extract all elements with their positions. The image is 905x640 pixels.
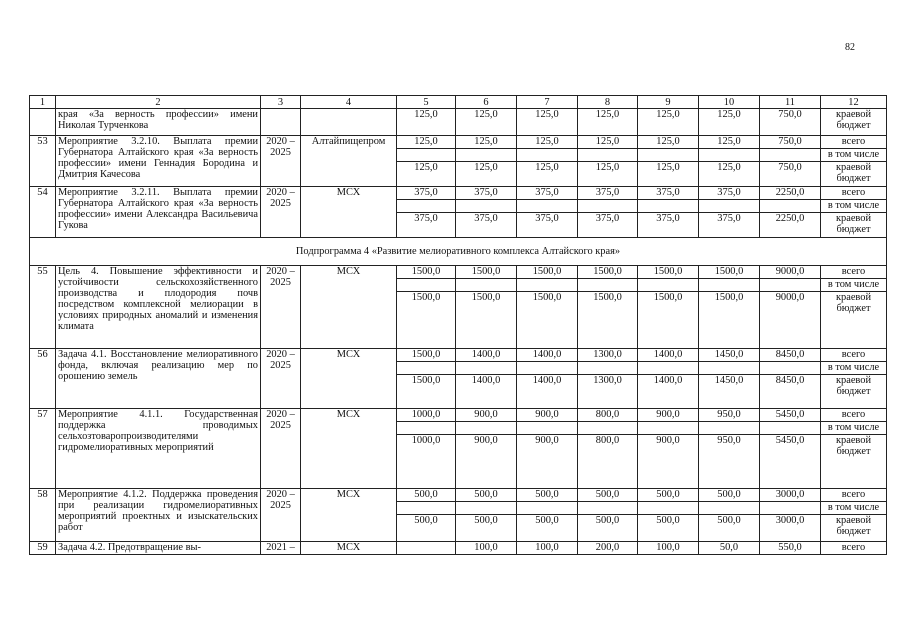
value-cell: 1400,0 xyxy=(638,349,699,362)
subprogram-row xyxy=(30,238,887,266)
value-cell: 500,0 xyxy=(517,515,578,542)
column-number-2: 2 xyxy=(56,96,261,109)
value-cell xyxy=(699,502,760,515)
value-cell: 50,0 xyxy=(699,542,760,555)
value-cell: 1500,0 xyxy=(456,292,517,349)
value-cell: 3000,0 xyxy=(760,489,821,502)
value-cell xyxy=(456,200,517,213)
value-cell: 1400,0 xyxy=(456,375,517,409)
column-number-6: 6 xyxy=(456,96,517,109)
value-cell: 750,0 xyxy=(760,109,821,136)
column-number-9: 9 xyxy=(638,96,699,109)
value-cell xyxy=(699,279,760,292)
executor-cell: МСХ xyxy=(301,266,397,349)
value-cell: 125,0 xyxy=(699,162,760,187)
value-cell: 1500,0 xyxy=(517,266,578,279)
value-cell: 375,0 xyxy=(517,213,578,238)
funding-source-cell: в том числе xyxy=(821,149,887,162)
table-row xyxy=(30,109,887,136)
value-cell: 375,0 xyxy=(456,213,517,238)
column-number-8: 8 xyxy=(578,96,638,109)
column-number-4: 4 xyxy=(301,96,397,109)
value-cell: 500,0 xyxy=(456,489,517,502)
funding-source-cell: краевой бюджет xyxy=(821,292,887,349)
value-cell xyxy=(699,149,760,162)
value-cell: 200,0 xyxy=(578,542,638,555)
table-row xyxy=(30,489,887,502)
executor-cell: МСХ xyxy=(301,349,397,409)
value-cell xyxy=(699,200,760,213)
funding-source-cell: в том числе xyxy=(821,362,887,375)
funding-source-cell: краевой бюджет xyxy=(821,515,887,542)
column-number-1: 1 xyxy=(30,96,56,109)
value-cell xyxy=(638,422,699,435)
row-number-cell: 54 xyxy=(30,187,56,238)
value-cell xyxy=(456,502,517,515)
column-number-12: 12 xyxy=(821,96,887,109)
funding-source-cell: всего xyxy=(821,489,887,502)
value-cell xyxy=(456,362,517,375)
value-cell: 900,0 xyxy=(456,435,517,489)
page-number: 82 xyxy=(845,42,855,53)
funding-source-cell: всего xyxy=(821,542,887,555)
value-cell: 8450,0 xyxy=(760,375,821,409)
value-cell xyxy=(578,279,638,292)
funding-source-cell: всего xyxy=(821,266,887,279)
value-cell: 1500,0 xyxy=(397,375,456,409)
value-cell: 125,0 xyxy=(397,109,456,136)
value-cell xyxy=(760,422,821,435)
value-cell: 500,0 xyxy=(517,489,578,502)
value-cell: 2250,0 xyxy=(760,187,821,200)
value-cell: 375,0 xyxy=(456,187,517,200)
period-cell: 2020 – 2025 xyxy=(261,489,301,542)
value-cell: 1450,0 xyxy=(699,375,760,409)
value-cell: 125,0 xyxy=(456,162,517,187)
value-cell xyxy=(517,362,578,375)
value-cell: 1500,0 xyxy=(517,292,578,349)
value-cell: 1500,0 xyxy=(638,266,699,279)
executor-cell: МСХ xyxy=(301,489,397,542)
value-cell: 1000,0 xyxy=(397,435,456,489)
row-name-cell: Мероприятие 3.2.10. Выплата премии Губернатора Алтайского края «За верность профессии» имени Геннадия Бородина и Дмитрия Качесова xyxy=(56,136,261,187)
value-cell xyxy=(517,422,578,435)
row-number-cell: 59 xyxy=(30,542,56,555)
value-cell: 900,0 xyxy=(638,435,699,489)
value-cell: 1500,0 xyxy=(397,292,456,349)
value-cell: 125,0 xyxy=(456,136,517,149)
value-cell: 1500,0 xyxy=(397,349,456,362)
value-cell: 800,0 xyxy=(578,409,638,422)
value-cell: 375,0 xyxy=(699,213,760,238)
value-cell: 125,0 xyxy=(578,162,638,187)
table-row xyxy=(30,266,887,279)
funding-source-cell: в том числе xyxy=(821,279,887,292)
value-cell xyxy=(760,279,821,292)
value-cell xyxy=(760,362,821,375)
value-cell: 125,0 xyxy=(638,136,699,149)
value-cell xyxy=(760,502,821,515)
value-cell xyxy=(578,362,638,375)
value-cell: 125,0 xyxy=(638,162,699,187)
value-cell: 1400,0 xyxy=(638,375,699,409)
row-number-cell: 56 xyxy=(30,349,56,409)
funding-source-cell: краевой бюджет xyxy=(821,213,887,238)
value-cell: 500,0 xyxy=(638,515,699,542)
row-number-cell: 55 xyxy=(30,266,56,349)
value-cell: 500,0 xyxy=(456,515,517,542)
value-cell xyxy=(397,422,456,435)
value-cell: 1400,0 xyxy=(517,349,578,362)
value-cell xyxy=(397,200,456,213)
value-cell: 1500,0 xyxy=(578,266,638,279)
value-cell: 1300,0 xyxy=(578,349,638,362)
row-name-cell: Задача 4.1. Восстановление мелиоративного фонда, включая реализацию мер по орошению земель xyxy=(56,349,261,409)
value-cell: 900,0 xyxy=(517,435,578,489)
executor-cell: МСХ xyxy=(301,409,397,489)
value-cell xyxy=(397,542,456,555)
executor-cell: Алтайпищепром xyxy=(301,136,397,187)
value-cell xyxy=(638,362,699,375)
value-cell xyxy=(578,149,638,162)
value-cell: 2250,0 xyxy=(760,213,821,238)
value-cell xyxy=(760,149,821,162)
value-cell xyxy=(578,502,638,515)
value-cell xyxy=(517,200,578,213)
value-cell: 100,0 xyxy=(456,542,517,555)
funding-source-cell: всего xyxy=(821,349,887,362)
period-cell: 2020 – 2025 xyxy=(261,187,301,238)
value-cell: 375,0 xyxy=(517,187,578,200)
value-cell: 500,0 xyxy=(397,489,456,502)
funding-source-cell: краевой бюджет xyxy=(821,109,887,136)
value-cell: 500,0 xyxy=(578,489,638,502)
value-cell: 1500,0 xyxy=(456,266,517,279)
value-cell: 950,0 xyxy=(699,409,760,422)
period-cell xyxy=(261,109,301,136)
column-number-row xyxy=(30,96,887,109)
table-row xyxy=(30,409,887,422)
funding-source-cell: краевой бюджет xyxy=(821,435,887,489)
executor-cell: МСХ xyxy=(301,542,397,555)
period-cell: 2021 – xyxy=(261,542,301,555)
program-table xyxy=(29,95,887,555)
table-row xyxy=(30,349,887,362)
value-cell xyxy=(638,279,699,292)
value-cell xyxy=(397,362,456,375)
value-cell: 125,0 xyxy=(699,136,760,149)
value-cell: 1500,0 xyxy=(699,292,760,349)
value-cell: 375,0 xyxy=(699,187,760,200)
value-cell: 375,0 xyxy=(578,187,638,200)
value-cell: 550,0 xyxy=(760,542,821,555)
row-name-cell: Мероприятие 4.1.2. Поддержка проведения при реализации гидромелиоративных мероприятий проектных и изыскательских работ xyxy=(56,489,261,542)
row-name-cell: края «За верность профессии» имени Николая Турченкова xyxy=(56,109,261,136)
value-cell: 1400,0 xyxy=(517,375,578,409)
value-cell: 750,0 xyxy=(760,136,821,149)
period-cell: 2020 – 2025 xyxy=(261,349,301,409)
value-cell: 900,0 xyxy=(638,409,699,422)
value-cell xyxy=(456,279,517,292)
value-cell: 500,0 xyxy=(578,515,638,542)
funding-source-cell: всего xyxy=(821,136,887,149)
value-cell: 3000,0 xyxy=(760,515,821,542)
value-cell xyxy=(760,200,821,213)
row-number-cell: 58 xyxy=(30,489,56,542)
value-cell: 1500,0 xyxy=(699,266,760,279)
value-cell: 125,0 xyxy=(397,136,456,149)
value-cell xyxy=(699,362,760,375)
value-cell: 100,0 xyxy=(517,542,578,555)
value-cell: 900,0 xyxy=(517,409,578,422)
value-cell: 125,0 xyxy=(456,109,517,136)
value-cell: 500,0 xyxy=(699,515,760,542)
value-cell xyxy=(638,149,699,162)
value-cell xyxy=(578,422,638,435)
value-cell: 375,0 xyxy=(638,213,699,238)
value-cell: 8450,0 xyxy=(760,349,821,362)
value-cell xyxy=(397,149,456,162)
period-cell: 2020 – 2025 xyxy=(261,266,301,349)
value-cell: 125,0 xyxy=(578,109,638,136)
value-cell: 5450,0 xyxy=(760,435,821,489)
row-name-cell: Мероприятие 3.2.11. Выплата премии Губернатора Алтайского края «За верность профессии» имени Александра Васильевича Гукова xyxy=(56,187,261,238)
value-cell: 800,0 xyxy=(578,435,638,489)
value-cell: 125,0 xyxy=(517,162,578,187)
value-cell xyxy=(517,502,578,515)
table-row xyxy=(30,542,887,555)
period-cell: 2020 – 2025 xyxy=(261,409,301,489)
value-cell xyxy=(456,422,517,435)
value-cell: 500,0 xyxy=(699,489,760,502)
value-cell: 125,0 xyxy=(397,162,456,187)
column-number-10: 10 xyxy=(699,96,760,109)
value-cell: 1450,0 xyxy=(699,349,760,362)
value-cell: 900,0 xyxy=(456,409,517,422)
value-cell xyxy=(638,200,699,213)
value-cell: 750,0 xyxy=(760,162,821,187)
funding-source-cell: всего xyxy=(821,409,887,422)
funding-source-cell: краевой бюджет xyxy=(821,162,887,187)
value-cell: 1000,0 xyxy=(397,409,456,422)
value-cell xyxy=(397,502,456,515)
value-cell xyxy=(699,422,760,435)
value-cell: 125,0 xyxy=(517,136,578,149)
table-row xyxy=(30,187,887,200)
value-cell: 1500,0 xyxy=(397,266,456,279)
row-number-cell: 53 xyxy=(30,136,56,187)
row-number-cell: 57 xyxy=(30,409,56,489)
value-cell: 125,0 xyxy=(638,109,699,136)
row-name-cell: Мероприятие 4.1.1. Государственная поддержка проводимых сельхозтоваропроизводителями гидромелиоративных мероприятий xyxy=(56,409,261,489)
value-cell: 125,0 xyxy=(517,109,578,136)
funding-source-cell: в том числе xyxy=(821,422,887,435)
value-cell: 500,0 xyxy=(638,489,699,502)
column-number-3: 3 xyxy=(261,96,301,109)
funding-source-cell: всего xyxy=(821,187,887,200)
row-name-cell: Цель 4. Повышение эффективности и устойчивости сельскохозяйственного производства и плодородия почв посредством комплексной мелиорации в условиях природных аномалий и изменения климата xyxy=(56,266,261,349)
funding-source-cell: в том числе xyxy=(821,502,887,515)
executor-cell xyxy=(301,109,397,136)
value-cell: 375,0 xyxy=(578,213,638,238)
subprogram-title: Подпрограмма 4 «Развитие мелиоративного комплекса Алтайского края» xyxy=(30,238,887,266)
row-number-cell xyxy=(30,109,56,136)
value-cell: 125,0 xyxy=(578,136,638,149)
value-cell xyxy=(578,200,638,213)
value-cell: 5450,0 xyxy=(760,409,821,422)
value-cell: 1500,0 xyxy=(638,292,699,349)
value-cell: 375,0 xyxy=(397,213,456,238)
executor-cell: МСХ xyxy=(301,187,397,238)
value-cell xyxy=(517,149,578,162)
value-cell xyxy=(456,149,517,162)
column-number-5: 5 xyxy=(397,96,456,109)
value-cell xyxy=(638,502,699,515)
value-cell: 9000,0 xyxy=(760,266,821,279)
table-row xyxy=(30,136,887,149)
value-cell: 375,0 xyxy=(638,187,699,200)
funding-source-cell: в том числе xyxy=(821,200,887,213)
value-cell: 100,0 xyxy=(638,542,699,555)
value-cell xyxy=(397,279,456,292)
row-name-cell: Задача 4.2. Предотвращение вы- xyxy=(56,542,261,555)
period-cell: 2020 – 2025 xyxy=(261,136,301,187)
value-cell: 500,0 xyxy=(397,515,456,542)
value-cell: 375,0 xyxy=(397,187,456,200)
column-number-11: 11 xyxy=(760,96,821,109)
value-cell: 1500,0 xyxy=(578,292,638,349)
value-cell: 1400,0 xyxy=(456,349,517,362)
value-cell: 125,0 xyxy=(699,109,760,136)
value-cell: 1300,0 xyxy=(578,375,638,409)
value-cell: 9000,0 xyxy=(760,292,821,349)
funding-source-cell: краевой бюджет xyxy=(821,375,887,409)
column-number-7: 7 xyxy=(517,96,578,109)
value-cell: 950,0 xyxy=(699,435,760,489)
value-cell xyxy=(517,279,578,292)
